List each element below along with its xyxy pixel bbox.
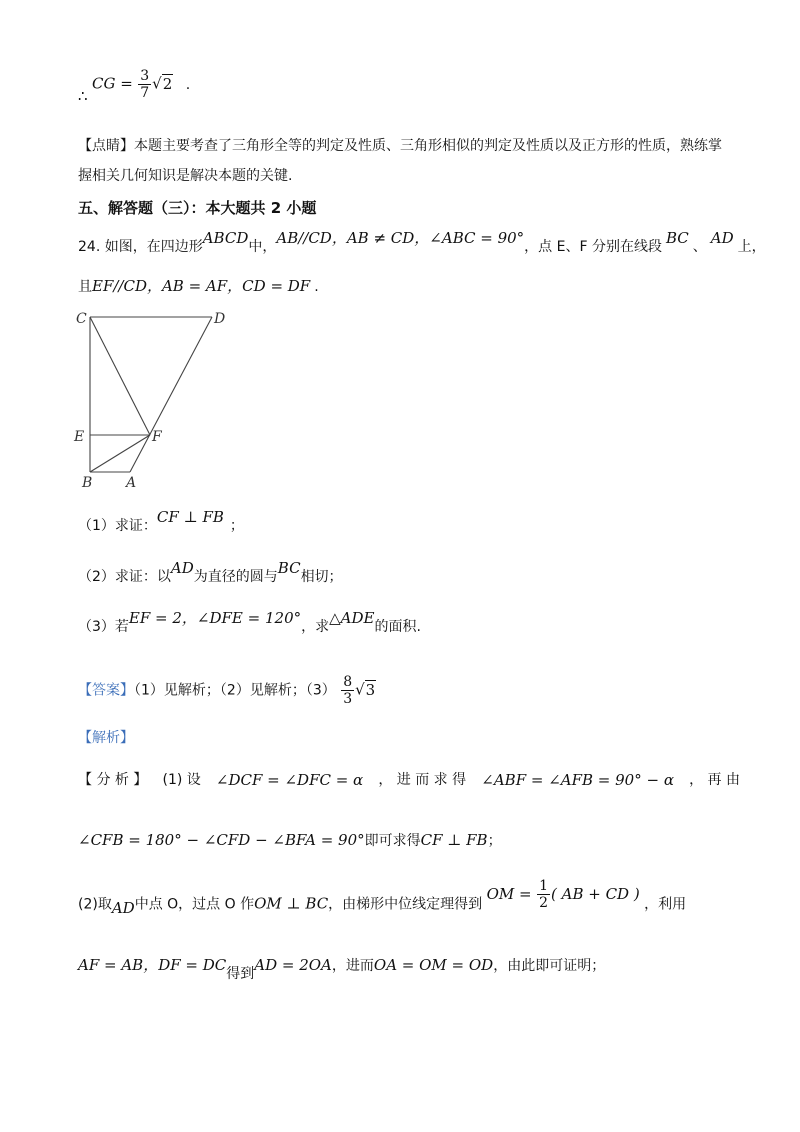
analysis-line-1: 【 分 析 】 (1) 设 ∠DCF = ∠DFC = α ， 进 而 求 得 ∠ABF = ∠AFB = 90° − α ， 再 由 — [78, 771, 740, 789]
analysis-line-3: (2)取AD中点 O，过点 O 作OM ⊥ BC，由梯形中位线定理得到 OM = $\frac{1}{2}$ ( AB + CD ) ，利用 — [78, 878, 687, 917]
fraction-1-2: $\frac{1}{2}$ — [539, 878, 548, 911]
analysis-line-4: AF = AB，DF = DC得到AD = 2OA，进而OA = OM = OD，由此即可证明； — [78, 956, 606, 982]
question-24-line-1: 24. 如图，在四边形ABCD中，AB//CD，AB ≠ CD，∠ABC = 90°，点 E、F 分别在线段 BC 、 AD 上， — [78, 229, 766, 255]
segment-bf — [90, 435, 150, 472]
comment-line-2: 握相关几何知识是解决本题的关键. — [78, 168, 293, 184]
answer-tag: 【答案】 — [78, 682, 134, 699]
answer-line: 【答案】（1）见解析；（2）见解析；（3） $\frac{8}{3}$ √3 — [78, 674, 376, 707]
analysis-line-2: ∠CFB = 180° − ∠CFD − ∠BFA = 90°即可求得CF ⊥ FB； — [78, 831, 502, 849]
geometry-figure — [70, 305, 235, 490]
cg-expression: CG = — [92, 74, 133, 93]
label-e: E — [74, 429, 85, 445]
sqrt-3: √3 — [355, 680, 376, 699]
fraction-8-3: $\frac{8}{3}$ — [343, 674, 353, 707]
label-f: F — [152, 429, 162, 445]
label-c: C — [76, 311, 87, 327]
part-1: （1）求证：CF ⊥ FB ； — [78, 508, 244, 534]
section-title: 五、解答题（三）：本大题共 2 小题 — [78, 199, 317, 217]
question-24-line-2: 且EF//CD，AB = AF，CD = DF . — [78, 277, 319, 295]
result-cg — [78, 68, 740, 105]
period: . — [185, 76, 191, 93]
comment-line-1: 【点睛】本题主要考查了三角形全等的判定及性质、三角形相似的判定及性质以及正方形的性质，熟练掌 — [78, 138, 722, 154]
therefore-symbol: ∴ — [78, 86, 88, 105]
part-2: （2）求证：以AD为直径的圆与BC相切； — [78, 559, 343, 585]
analysis-tag: 【解析】 — [78, 730, 134, 746]
label-b: B — [82, 475, 93, 490]
label-d: D — [214, 311, 226, 327]
sqrt-2: √2 — [152, 74, 173, 93]
part-3: （3）若EF = 2，∠DFE = 120°，求△ADE的面积. — [78, 609, 421, 635]
segment-cf — [90, 317, 150, 435]
om-formula: OM = $\frac{1}{2}$ ( AB + CD ) — [486, 878, 640, 911]
abcd: ABCD — [202, 229, 249, 247]
fraction-3-7: $\frac{3}{7}$ — [140, 68, 150, 101]
conditions: AB//CD，AB ≠ CD，∠ABC = 90° — [276, 229, 525, 247]
segment-da — [130, 317, 212, 472]
label-a: A — [126, 475, 137, 490]
